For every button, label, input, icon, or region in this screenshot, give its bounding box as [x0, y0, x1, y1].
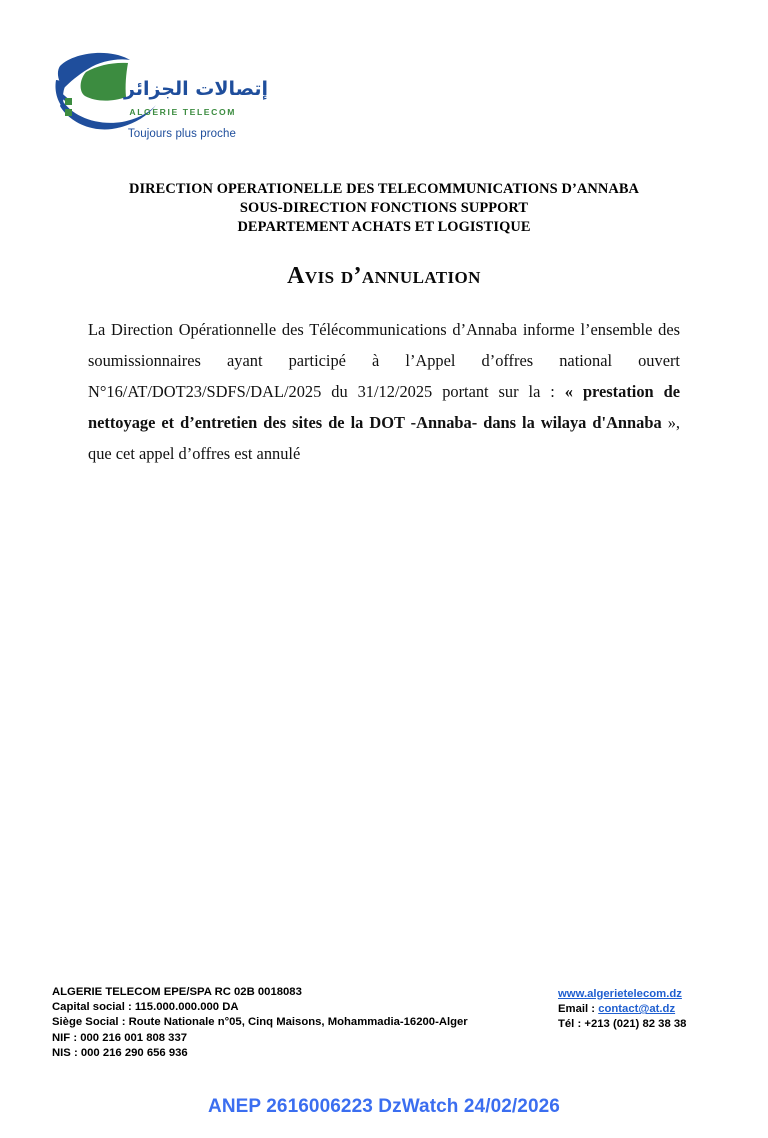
email-link[interactable]: contact@at.dz [598, 1003, 676, 1016]
email-label: Email : [558, 1003, 599, 1016]
website-link[interactable]: www.algerietelecom.dz [558, 988, 682, 1000]
header-line-1: DIRECTION OPERATIONELLE DES TELECOMMUNICATIONS D’ANNABA [128, 181, 640, 197]
footer-email-row [558, 1002, 758, 1017]
algerie-telecom-logo [52, 50, 268, 148]
footer-line-address: Siège Social : Route Nationale n°05, Cinq Maisons, Mohammadia-16200-Alger [52, 1016, 468, 1029]
header-line-3: DEPARTEMENT ACHATS ET LOGISTIQUE [237, 219, 531, 235]
footer-contact-info [558, 987, 758, 1033]
footer-line-company: ALGERIE TELECOM EPE/SPA RC 02B 0018083 [52, 986, 302, 998]
footer-website-row [558, 987, 758, 1002]
footer-line-nis: NIS : 000 216 290 656 936 [52, 1046, 188, 1059]
body-paragraph [88, 314, 680, 469]
logo-tagline: Toujours plus proche [127, 128, 236, 140]
page-title: Avis d’annulation [287, 263, 481, 289]
logo-latin-name [124, 102, 236, 120]
document-footer [0, 985, 768, 1065]
anep-reference: ANEP 2616006223 DzWatch 24/02/2026 [208, 1096, 560, 1117]
quote-open-mark: « [564, 382, 583, 401]
header-line-2: SOUS-DIRECTION FONCTIONS SUPPORT [239, 200, 529, 216]
footer-line-capital: Capital social : 115.000.000.000 DA [52, 1001, 239, 1014]
logo-arabic-name [124, 78, 268, 100]
body-intro-text: La Direction Opérationnelle des Télécommunications d’Annaba informe l’ensemble des soumissionnaires ayant participé à l’Appel d’offres national ouvert N°16/AT/DOT23/SDFS/DAL/2025 du 31/12/2025 portant sur la : [88, 320, 680, 401]
logo-latin-text: ALGERIE TELECOM [129, 107, 236, 117]
body-closing-text: », que cet appel d’offres est annulé [88, 413, 681, 463]
footer-company-info [52, 985, 522, 1061]
document-header [64, 180, 704, 237]
footer-line-nif: NIF : 000 216 001 808 337 [52, 1031, 188, 1044]
footer-phone-row: Tél : +213 (021) 82 38 38 [558, 1018, 687, 1031]
logo-arabic-text: إتصالات الجزائر [124, 78, 268, 100]
document-body [88, 314, 680, 469]
tender-subject: prestation de nettoyage et d’entretien des sites de la DOT -Annaba- dans la wilaya d'Annaba [88, 382, 680, 432]
